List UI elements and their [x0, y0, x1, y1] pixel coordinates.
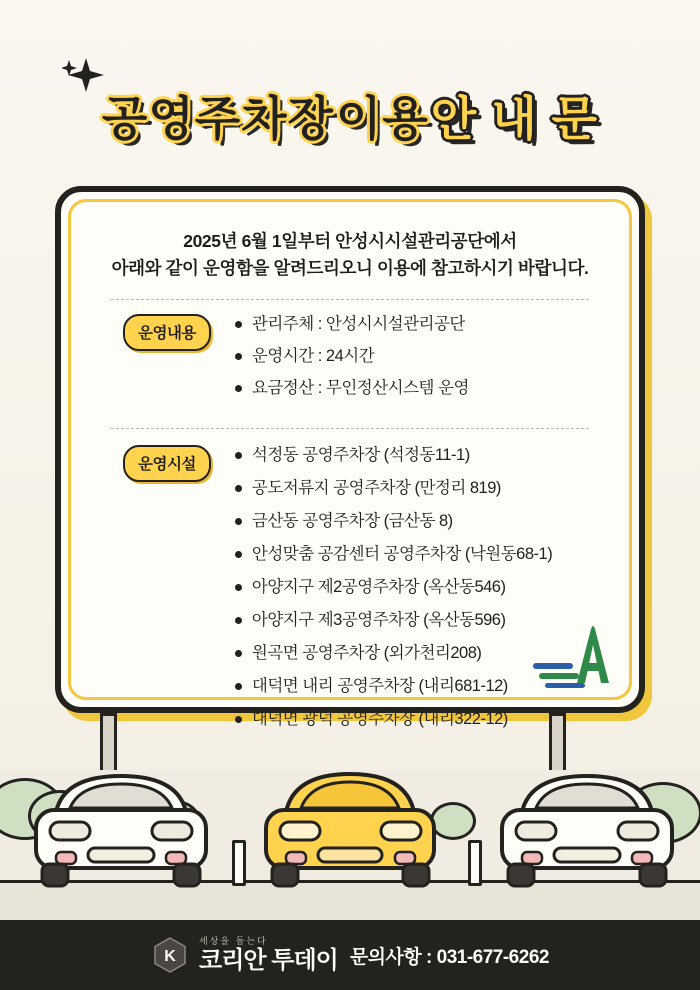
list-item-label: 금산동 공영주차장 (금산동 8): [251, 511, 453, 530]
bullet-icon: [235, 551, 242, 558]
list-item: [235, 576, 595, 598]
footer-bar: [0, 920, 700, 990]
bullet-icon: [235, 617, 242, 624]
bullet-icon: [235, 485, 242, 492]
parking-line-marker: [232, 840, 246, 886]
car-white-right: [492, 760, 682, 895]
car-white-left: [26, 760, 216, 895]
list-item-label: 대덕면 광덕 공영주차장 (내리322-12): [251, 710, 508, 729]
list-item-label: 안성맞춤 공감센터 공영주차장 (낙원동68-1): [251, 544, 553, 563]
list-item-label: 대덕면 내리 공영주차장 (내리681-12): [251, 677, 508, 696]
list-item-label: 관리주체 : 안성시시설관리공단: [251, 315, 465, 334]
section-facilities: [105, 443, 595, 742]
badge-letter: K: [164, 948, 176, 965]
title-segment-1: 공영주차장: [101, 92, 334, 145]
korean-today-badge-icon: [151, 936, 189, 974]
list-item-label: 공도저류지 공영주차장 (만정리 819): [251, 478, 501, 497]
bullet-icon: [235, 518, 242, 525]
list-item-label: 요금정산 : 무인정산시스템 운영: [251, 379, 469, 398]
list-item: [235, 377, 595, 399]
section-label-operation: 운영내용: [123, 314, 211, 351]
bullet-icon: [235, 353, 242, 360]
billboard-panel: [55, 186, 645, 729]
list-item: [235, 345, 595, 367]
bullet-icon: [235, 716, 242, 723]
sparkle-icon: [62, 58, 106, 96]
contact-info: 문의사항 : 031-677-6262: [349, 946, 549, 968]
divider-middle: [111, 428, 589, 429]
bullet-icon: [235, 385, 242, 392]
list-item: [235, 477, 595, 499]
section-label-facilities: 운영시설: [123, 445, 211, 482]
title-segment-2: 이용: [335, 92, 429, 145]
list-item-label: 아양지구 제3공영주차장 (옥산동596): [251, 611, 506, 630]
bullet-icon: [235, 683, 242, 690]
list-item: [235, 444, 595, 466]
list-item-label: 석정동 공영주차장 (석정동11-1): [251, 445, 470, 464]
divider-top: [111, 299, 589, 300]
organization-logo-icon: [531, 623, 613, 689]
title-segment-3: 안 내 문: [430, 92, 599, 145]
list-item: [235, 708, 595, 730]
list-item: [235, 313, 595, 335]
section-operation-details: [105, 312, 595, 409]
brand-name: 코리안 투데이: [199, 947, 338, 974]
brand-tagline: 세상을 돕는다: [199, 936, 268, 946]
intro-line-1: 2025년 6월 1일부터 안성시시설관리공단에서: [183, 231, 517, 251]
bullet-icon: [235, 650, 242, 657]
intro-text: [105, 228, 595, 282]
list-item: [235, 510, 595, 532]
list-item-label: 아양지구 제2공영주차장 (옥산동546): [251, 578, 506, 597]
intro-line-2: 아래와 같이 운영함을 알려드리오니 이용에 참고하시기 바랍니다.: [111, 258, 589, 279]
page-title: [0, 92, 700, 165]
parking-line-marker: [468, 840, 482, 886]
list-item-label: 운영시간 : 24시간: [251, 347, 375, 366]
bullet-icon: [235, 321, 242, 328]
bullet-icon: [235, 452, 242, 459]
bullet-icon: [235, 584, 242, 591]
list-item-label: 원곡면 공영주차장 (외가천리208): [251, 644, 482, 663]
list-item: [235, 543, 595, 565]
car-yellow-center: [258, 758, 443, 893]
